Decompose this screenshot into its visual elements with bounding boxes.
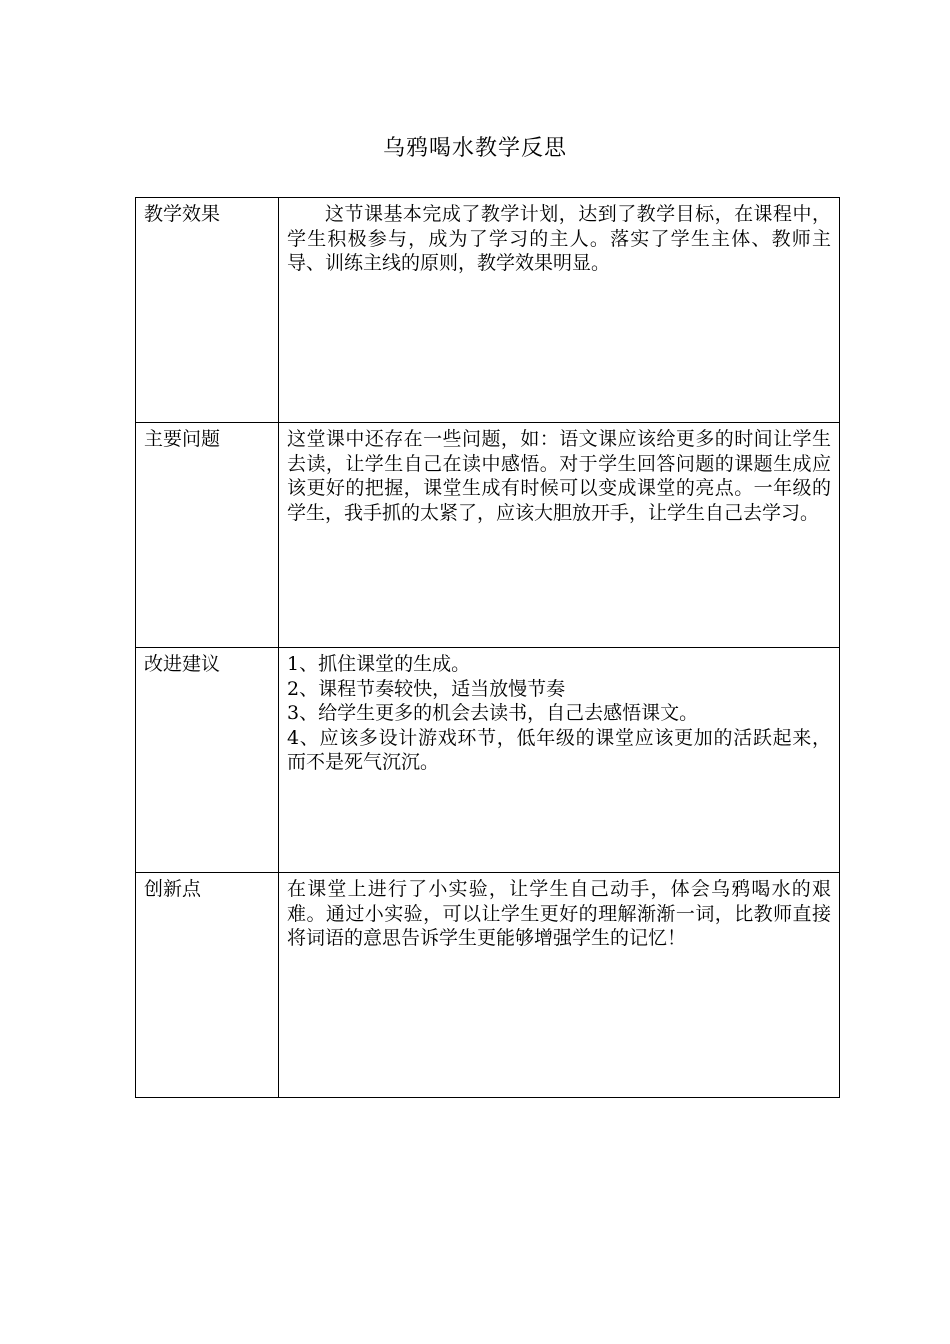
- main-problems-text: 这堂课中还存在一些问题，如：语文课应该给更多的时间让学生去读，让学生自己在读中感悟。对于学生回答问题的课题生成应该更好的把握，课堂生成有时候可以变成课堂的亮点。一年级的学生，我手抓的太紧了，应该大胆放开手，让学生自己去学习。: [287, 428, 831, 524]
- list-item: 4、应该多设计游戏环节，低年级的课堂应该更加的活跃起来，而不是死气沉沉。: [287, 726, 831, 773]
- row-label-improvements: 改进建议: [136, 648, 279, 873]
- reflection-table: [135, 197, 840, 1098]
- row-content-main-problems: [279, 423, 840, 648]
- row-label-main-problems: 主要问题: [136, 423, 279, 648]
- list-item: 2、课程节奏较快，适当放慢节奏: [287, 677, 566, 700]
- table-row-innovation: [136, 873, 840, 1098]
- table-row-main-problems: [136, 423, 840, 648]
- list-item: 1、抓住课堂的生成。: [287, 653, 471, 675]
- row-label-innovation: 创新点: [136, 873, 279, 1098]
- row-content-improvements: [279, 648, 840, 873]
- table-row-teaching-effect: [136, 198, 840, 423]
- row-label-teaching-effect: 教学效果: [136, 198, 279, 423]
- table-row-improvements: [136, 648, 840, 873]
- innovation-text: 在课堂上进行了小实验，让学生自己动手，体会乌鸦喝水的艰难。通过小实验，可以让学生更好的理解渐渐一词，比教师直接将词语的意思告诉学生更能够增强学生的记忆！: [287, 878, 831, 949]
- teaching-effect-text: 这节课基本完成了教学计划，达到了教学目标，在课程中，学生积极参与，成为了学习的主人。落实了学生主体、教师主导、训练主线的原则，教学效果明显。: [287, 203, 831, 274]
- row-content-teaching-effect: [279, 198, 840, 423]
- row-content-innovation: [279, 873, 840, 1098]
- list-item: 3、给学生更多的机会去读书，自己去感悟课文。: [287, 702, 699, 724]
- page-title: 乌鸦喝水教学反思: [382, 136, 567, 161]
